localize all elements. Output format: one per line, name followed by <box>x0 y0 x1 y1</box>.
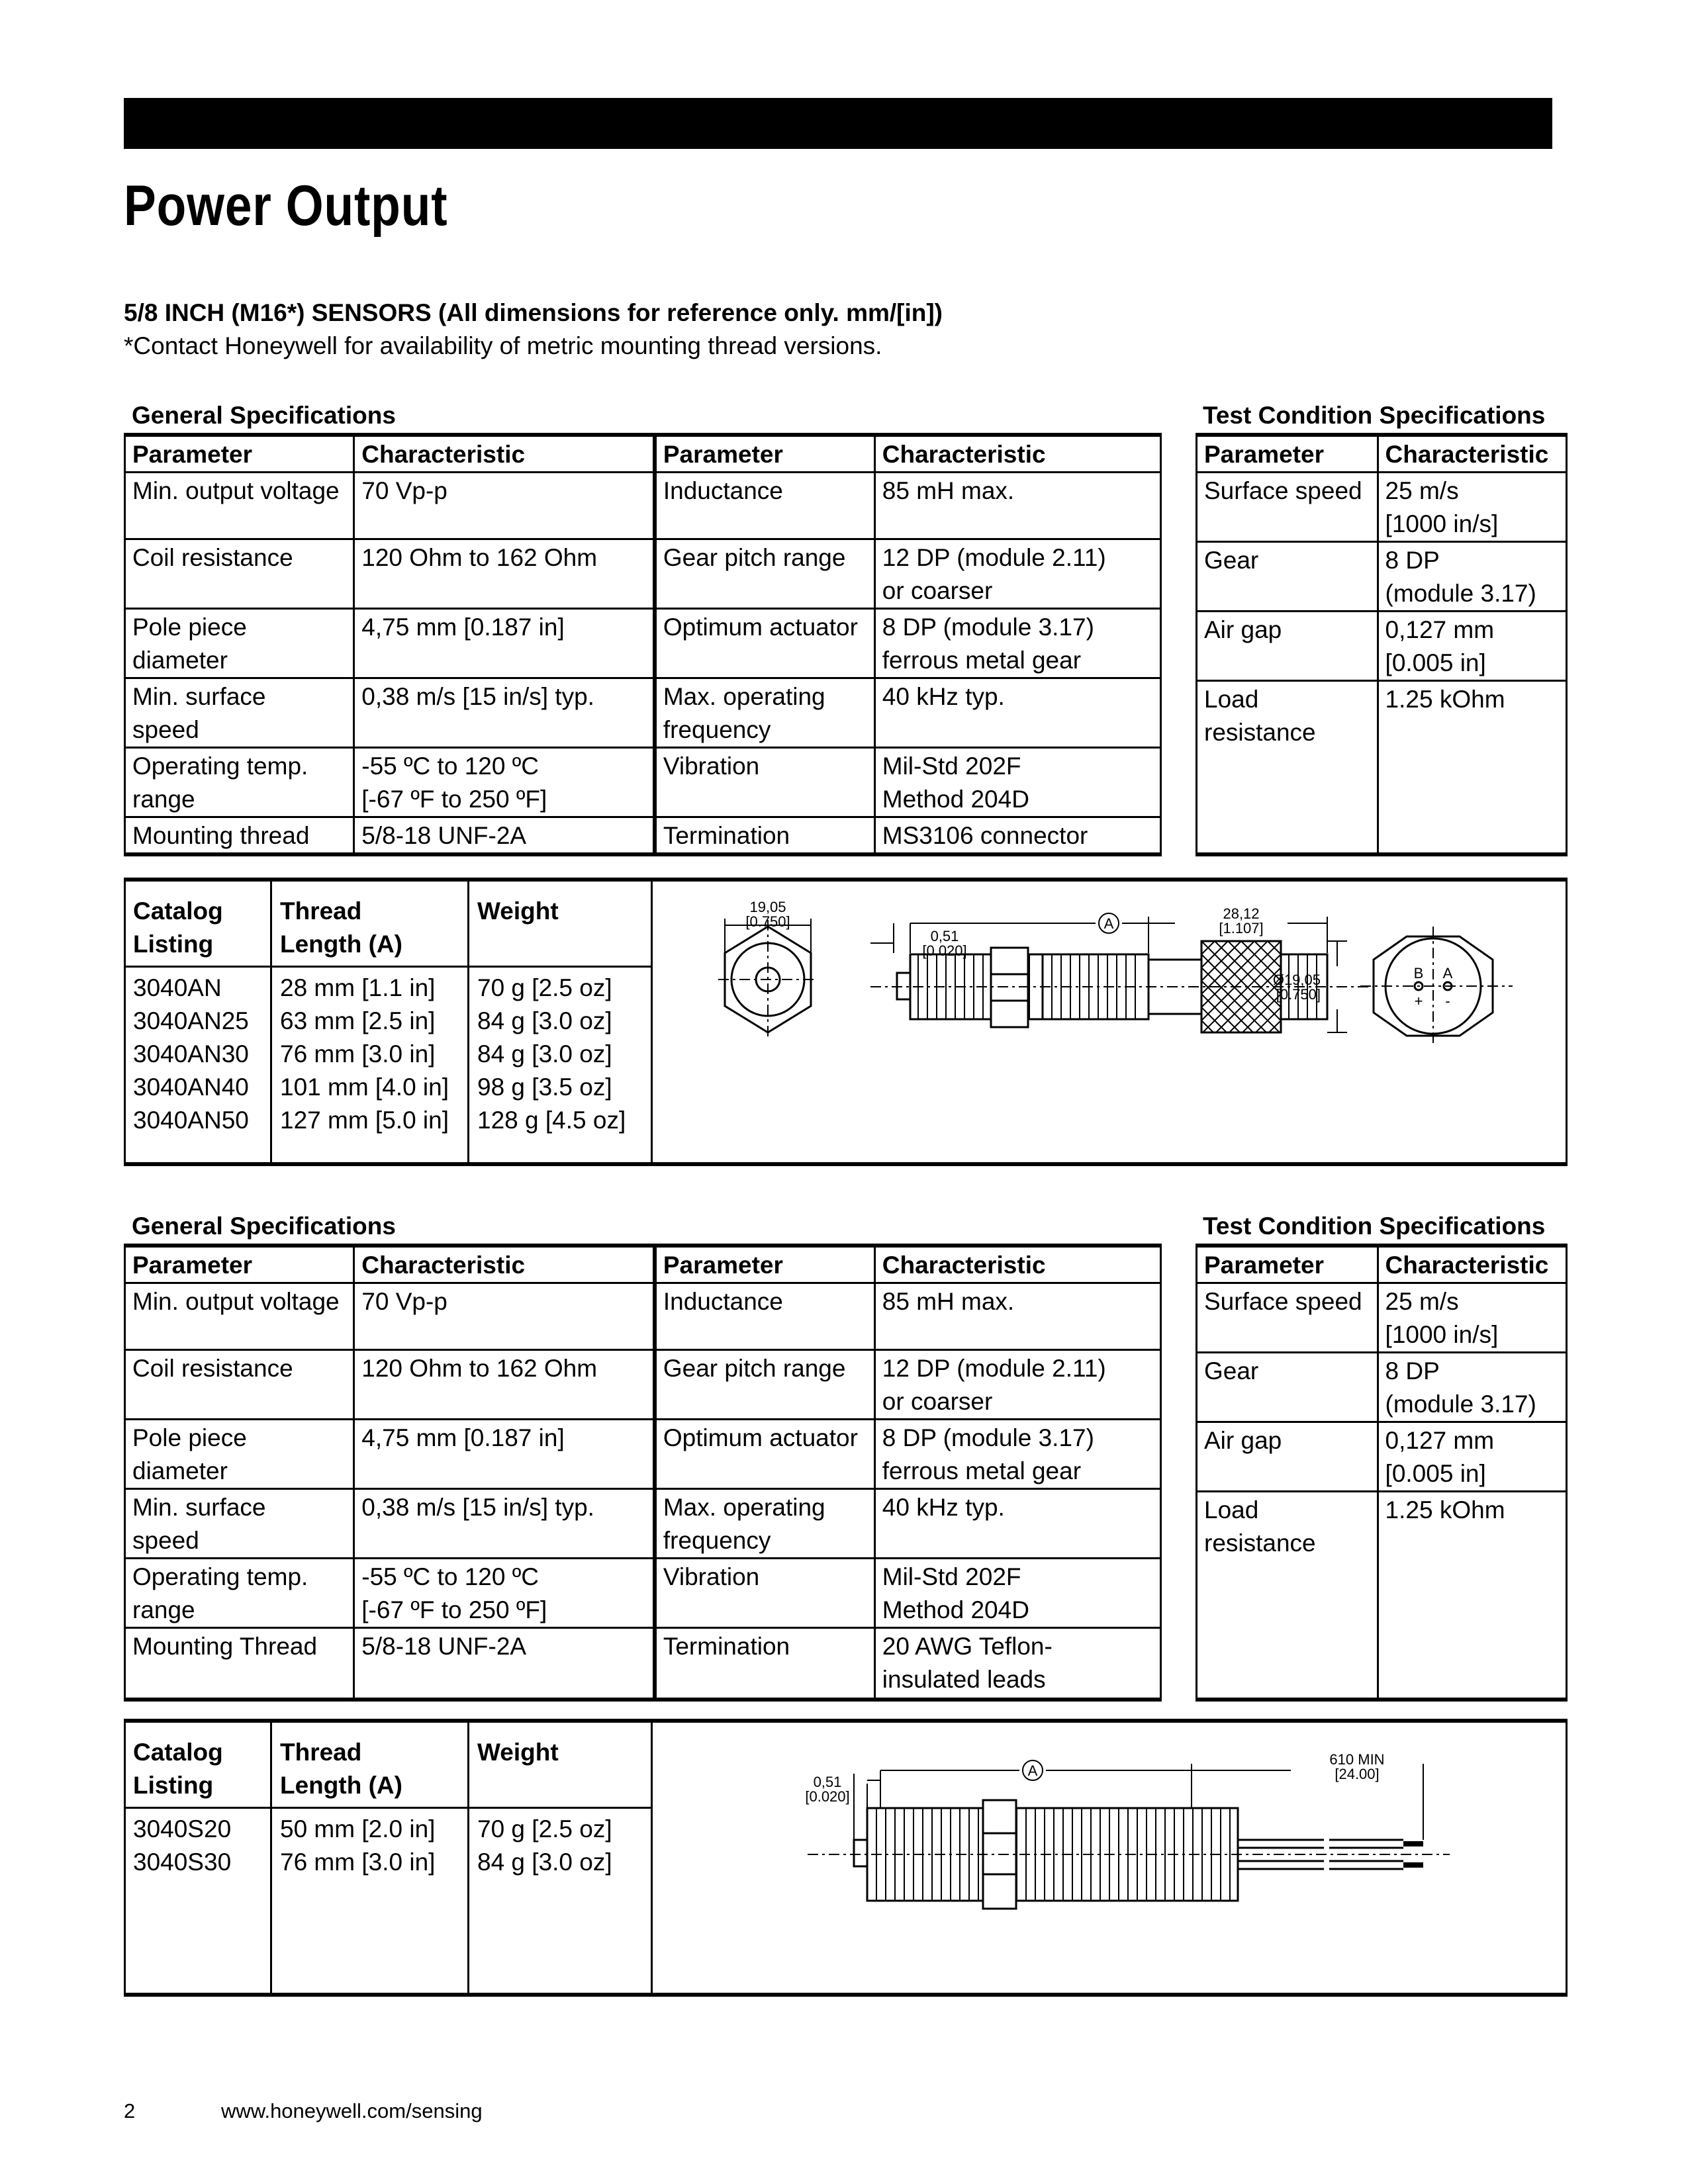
cell: 25 m/s [1000 in/s] <box>1378 1283 1566 1353</box>
table-row <box>125 1489 1161 1559</box>
test-specs-table-2 <box>1196 1244 1568 1702</box>
cell: Inductance <box>655 473 874 539</box>
dim-dia-mm: Ø19,05 <box>1272 972 1321 988</box>
cell: -55 ºC to 120 ºC [-67 ºF to 250 ºF] <box>354 748 655 817</box>
cell: 0,38 m/s [15 in/s] typ. <box>354 678 655 748</box>
col-header: Parameter <box>655 435 874 473</box>
col-header: Parameter <box>1197 1246 1378 1283</box>
thread-lengths: 50 mm [2.0 in] 76 mm [3.0 in] <box>280 1815 436 1876</box>
col-header: Characteristic <box>1378 1246 1566 1283</box>
table-row <box>1197 1422 1567 1492</box>
cell: Air gap <box>1197 612 1378 681</box>
cell: Max. operating frequency <box>655 1489 874 1559</box>
page-number: 2 <box>124 2099 136 2122</box>
table-row <box>1197 612 1567 681</box>
sensor-drawing-leads <box>794 1747 1483 1959</box>
col-header: Parameter <box>125 435 354 473</box>
cell: Min. output voltage <box>125 473 354 539</box>
dim-gap-in: [0.020] <box>805 1788 850 1805</box>
pin-plus-label: + <box>1414 993 1423 1009</box>
table-row <box>125 748 1161 817</box>
col-header: Weight <box>477 897 559 925</box>
general-specs-title-2: General Specifications <box>132 1212 396 1240</box>
sensor-drawing-connector <box>712 900 1526 1125</box>
cell: Air gap <box>1197 1422 1378 1492</box>
table-row <box>125 609 1161 678</box>
cell: Gear <box>1197 1353 1378 1422</box>
table-row <box>125 1283 1161 1350</box>
col-header: Characteristic <box>874 435 1160 473</box>
table-row <box>125 539 1161 609</box>
cell: 1.25 kOhm <box>1378 1492 1566 1700</box>
cell: 8 DP (module 3.17) <box>1378 1353 1566 1422</box>
cell: Min. surface speed <box>125 1489 354 1559</box>
test-specs-title-1: Test Condition Specifications <box>1203 402 1546 429</box>
general-specs-title-1: General Specifications <box>132 402 396 429</box>
dim-gap-mm: 0,51 <box>813 1774 842 1790</box>
cell: 4,75 mm [0.187 in] <box>354 1420 655 1489</box>
cell: Coil resistance <box>125 539 354 609</box>
cell: Mil-Std 202F Method 204D <box>874 1559 1160 1628</box>
cell: 120 Ohm to 162 Ohm <box>354 1350 655 1420</box>
cell: Gear pitch range <box>655 1350 874 1420</box>
col-header: Thread Length (A) <box>280 1739 402 1799</box>
thread-lengths: 28 mm [1.1 in] 63 mm [2.5 in] 76 mm [3.0 in] 101 mm [4.0 in] 127 mm [5.0 in] <box>280 974 449 1134</box>
cell: MS3106 connector <box>874 817 1160 855</box>
test-specs-title-2: Test Condition Specifications <box>1203 1212 1546 1240</box>
catalog-listings: 3040S20 3040S30 <box>133 1815 232 1876</box>
cell: 8 DP (module 3.17) <box>1378 542 1566 612</box>
general-specs-table-2 <box>124 1244 1162 1702</box>
cell: Gear pitch range <box>655 539 874 609</box>
dim-lead-in: [24.00] <box>1335 1766 1380 1782</box>
cell: Operating temp. range <box>125 1559 354 1628</box>
sensor-subheading: 5/8 INCH (M16*) SENSORS (All dimensions for reference only. mm/[in]) <box>124 299 943 326</box>
col-header: Parameter <box>655 1246 874 1283</box>
cell: 5/8-18 UNF-2A <box>354 1628 655 1700</box>
cell: Pole piece diameter <box>125 1420 354 1489</box>
weights: 70 g [2.5 oz] 84 g [3.0 oz] 84 g [3.0 oz] 98 g [3.5 oz] 128 g [4.5 oz] <box>477 974 626 1134</box>
cell: Min. output voltage <box>125 1283 354 1350</box>
cell: Optimum actuator <box>655 609 874 678</box>
cell: 4,75 mm [0.187 in] <box>354 609 655 678</box>
cell: Mounting thread <box>125 817 354 855</box>
pin-minus-label: - <box>1445 993 1450 1009</box>
table-row <box>1197 542 1567 612</box>
cell: Surface speed <box>1197 1283 1378 1353</box>
col-header: Characteristic <box>354 1246 655 1283</box>
table-row <box>1197 681 1567 854</box>
availability-note: *Contact Honeywell for availability of metric mounting thread versions. <box>124 332 882 359</box>
cell: 120 Ohm to 162 Ohm <box>354 539 655 609</box>
cell: 70 Vp-p <box>354 1283 655 1350</box>
cell: Coil resistance <box>125 1350 354 1420</box>
cell: -55 ºC to 120 ºC [-67 ºF to 250 ºF] <box>354 1559 655 1628</box>
dim-conn-mm: 28,12 <box>1223 905 1260 922</box>
cell: Termination <box>655 1628 874 1700</box>
table-row <box>125 1628 1161 1700</box>
table-row <box>1197 473 1567 542</box>
cell: Gear <box>1197 542 1378 612</box>
cell: 5/8-18 UNF-2A <box>354 817 655 855</box>
col-header: Characteristic <box>874 1246 1160 1283</box>
cell: 0,127 mm [0.005 in] <box>1378 612 1566 681</box>
cell: 1.25 kOhm <box>1378 681 1566 854</box>
cell: 25 m/s [1000 in/s] <box>1378 473 1566 542</box>
dim-gap-in: [0.020] <box>922 942 967 959</box>
cell: 12 DP (module 2.11) or coarser <box>874 539 1160 609</box>
cell: 70 Vp-p <box>354 473 655 539</box>
table-row <box>1197 1492 1567 1700</box>
test-specs-table-1 <box>1196 433 1568 856</box>
cell: Vibration <box>655 1559 874 1628</box>
cell: Pole piece diameter <box>125 609 354 678</box>
cell: Operating temp. range <box>125 748 354 817</box>
cell: Vibration <box>655 748 874 817</box>
cell: Min. surface speed <box>125 678 354 748</box>
cell: 40 kHz typ. <box>874 678 1160 748</box>
table-row <box>125 678 1161 748</box>
col-header: Characteristic <box>1378 435 1566 473</box>
cell: Mil-Std 202F Method 204D <box>874 748 1160 817</box>
cell: Surface speed <box>1197 473 1378 542</box>
table-row <box>125 1420 1161 1489</box>
cell: 85 mH max. <box>874 1283 1160 1350</box>
cell: Optimum actuator <box>655 1420 874 1489</box>
col-header: Parameter <box>125 1246 354 1283</box>
dim-hex-mm: 19,05 <box>749 900 786 915</box>
cell: 0,38 m/s [15 in/s] typ. <box>354 1489 655 1559</box>
cell: Mounting Thread <box>125 1628 354 1700</box>
col-header: Thread Length (A) <box>280 897 402 958</box>
cell: 8 DP (module 3.17) ferrous metal gear <box>874 1420 1160 1489</box>
cell: 85 mH max. <box>874 473 1160 539</box>
cell: Inductance <box>655 1283 874 1350</box>
cell: 20 AWG Teflon- insulated leads <box>874 1628 1160 1700</box>
cell: 0,127 mm [0.005 in] <box>1378 1422 1566 1492</box>
cell: 8 DP (module 3.17) ferrous metal gear <box>874 609 1160 678</box>
table-row <box>1197 1283 1567 1353</box>
cell: Load resistance <box>1197 681 1378 854</box>
table-row <box>125 473 1161 539</box>
table-row <box>1197 1353 1567 1422</box>
page-title: Power Output <box>124 174 448 238</box>
pin-a-label: A <box>1442 965 1453 981</box>
weights: 70 g [2.5 oz] 84 g [3.0 oz] <box>477 1815 612 1876</box>
col-header: Weight <box>477 1739 559 1766</box>
dim-conn-in: [1.107] <box>1219 920 1264 936</box>
table-row <box>125 1350 1161 1420</box>
col-header: Catalog Listing <box>133 1739 223 1799</box>
col-header: Characteristic <box>354 435 655 473</box>
top-black-bar <box>124 98 1552 149</box>
cell: Termination <box>655 817 874 855</box>
dim-lead-mm: 610 MIN <box>1329 1751 1385 1768</box>
col-header: Parameter <box>1197 435 1378 473</box>
dim-gap-mm: 0,51 <box>930 928 959 944</box>
table-row <box>125 1559 1161 1628</box>
website-link[interactable]: www.honeywell.com/sensing <box>221 2099 483 2122</box>
pin-b-label: B <box>1413 965 1424 981</box>
catalog-listings: 3040AN 3040AN25 3040AN30 3040AN40 3040AN50 <box>133 974 249 1134</box>
general-specs-table-1 <box>124 433 1162 856</box>
cell: Load resistance <box>1197 1492 1378 1700</box>
dim-hex-in: [0.750] <box>745 913 790 930</box>
dim-label-a: A <box>1027 1762 1038 1779</box>
dim-label-a: A <box>1103 915 1114 932</box>
cell: 12 DP (module 2.11) or coarser <box>874 1350 1160 1420</box>
table-row <box>125 817 1161 855</box>
cell: Max. operating frequency <box>655 678 874 748</box>
col-header: Catalog Listing <box>133 897 223 958</box>
cell: 40 kHz typ. <box>874 1489 1160 1559</box>
dim-dia-in: [0.750] <box>1276 986 1321 1003</box>
